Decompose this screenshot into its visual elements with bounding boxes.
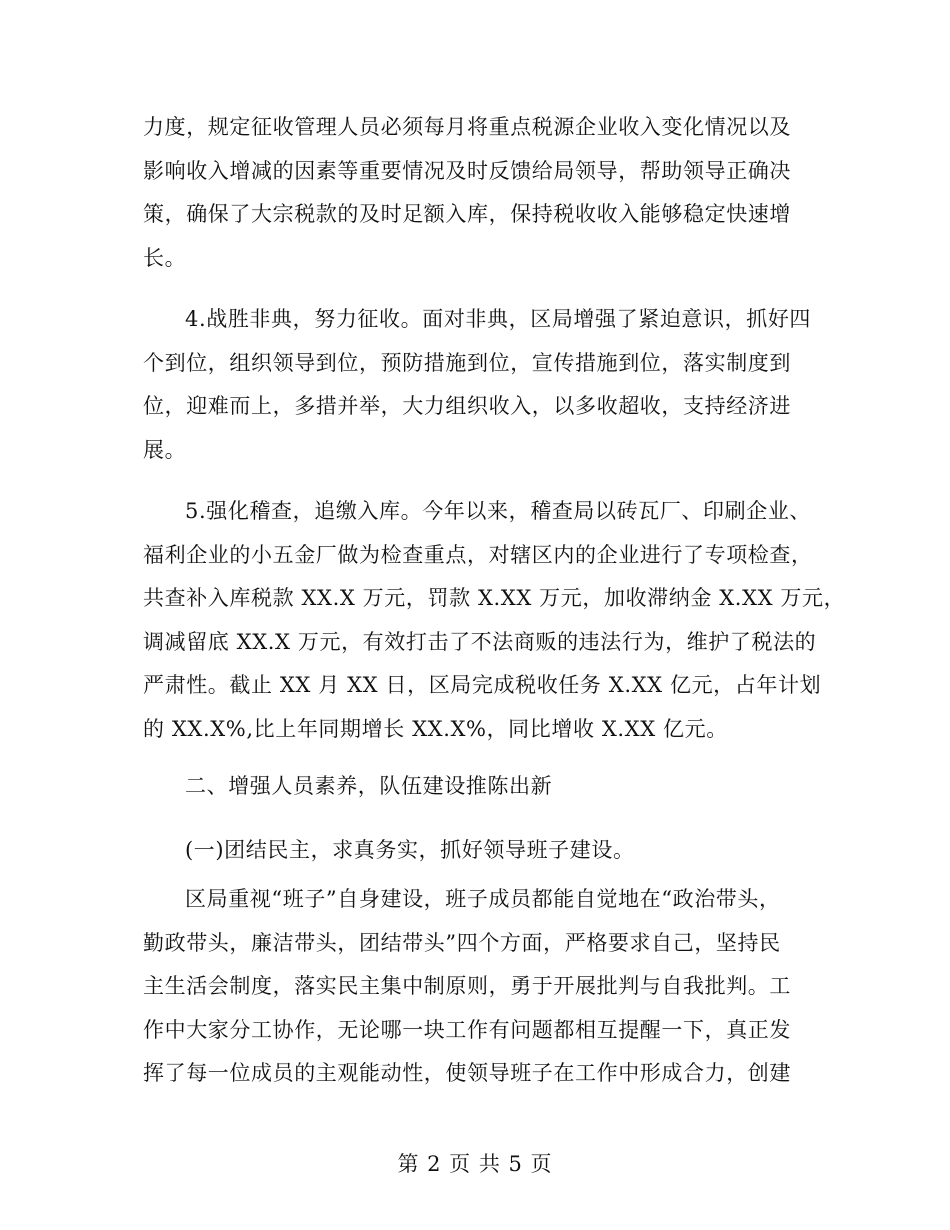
text-line: 严肃性。截止 XX 月 XX 日，区局完成税收任务 X.XX 亿元，占年计划 <box>143 673 822 697</box>
paragraph-audit-recovery <box>143 490 846 751</box>
text-line: 展。 <box>143 437 187 462</box>
subsection-heading: (一)团结民主，求真务实，抓好领导班子建设。 <box>185 838 635 862</box>
paragraph-leadership-building <box>143 878 809 1096</box>
text-line: 的 XX.X%,比上年同期增长 XX.X%，同比增收 X.XX 亿元。 <box>143 716 728 741</box>
text-line: 福利企业的小五金厂做为检查重点，对辖区内的企业进行了专项检查， <box>143 542 813 567</box>
text-line: 挥了每一位成员的主观能动性，使领导班子在工作中形成合力，创建 <box>143 1061 791 1085</box>
text-line: 影响收入增减的因素等重要情况及时反馈给局领导，帮助领导正确决 <box>143 158 791 183</box>
page-number-footer: 第 2 页 共 5 页 <box>397 1152 553 1176</box>
text-line: 策，确保了大宗税款的及时足额入库，保持税收收入能够稳定快速增 <box>143 202 791 226</box>
text-line: 力度，规定征收管理人员必须每月将重点税源企业收入变化情况以及 <box>143 115 791 139</box>
text-line: 长。 <box>143 245 187 270</box>
section-heading: 二、增强人员素养，队伍建设推陈出新 <box>185 774 553 798</box>
text-line: 位，迎难而上，多措并举，大力组织收入，以多收超收，支持经济进 <box>143 394 791 418</box>
paragraph-revenue-monitoring <box>143 106 809 280</box>
text-line: 个到位，组织领导到位，预防措施到位，宣传措施到位，落实制度到 <box>143 350 791 375</box>
text-line: 共查补入库税款 XX.X 万元，罚款 X.XX 万元，加收滞纳金 X.XX 万元， <box>143 586 846 610</box>
text-line: 勤政带头，廉洁带头，团结带头”四个方面，严格要求自己，坚持民 <box>143 930 781 955</box>
text-line: 作中大家分工协作，无论哪一块工作有问题都相互提醒一下，真正发 <box>143 1017 791 1042</box>
paragraph-sars-collection <box>143 298 812 472</box>
text-line: 4.战胜非典，努力征收。面对非典，区局增强了紧迫意识，抓好四 <box>185 307 812 331</box>
text-line: 区局重视“班子”自身建设，班子成员都能自觉地在“政治带头， <box>185 887 781 911</box>
text-line: 5.强化稽查，追缴入库。今年以来，稽查局以砖瓦厂、印刷企业、 <box>185 499 812 523</box>
text-line: 调减留底 XX.X 万元，有效打击了不法商贩的违法行为，维护了税法的 <box>143 629 817 654</box>
text-line: 主生活会制度，落实民主集中制原则，勇于开展批判与自我批判。工 <box>143 974 791 998</box>
